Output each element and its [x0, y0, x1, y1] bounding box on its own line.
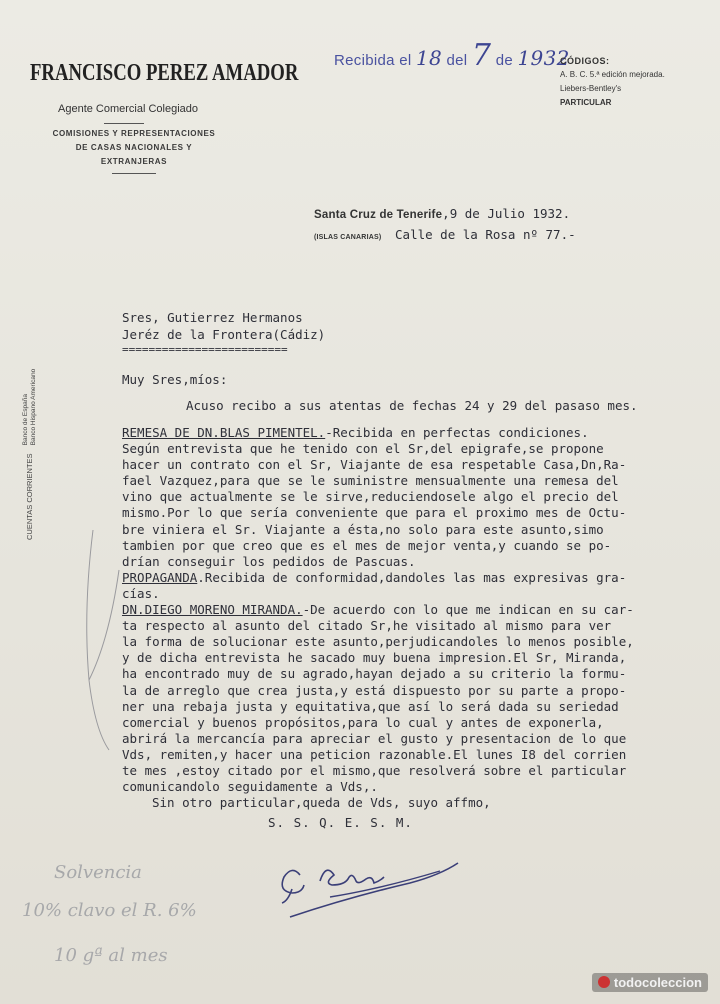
body-line: tambien por que creo que es el mes de mejor venta,y cuando se po-	[122, 537, 612, 553]
date-line	[314, 203, 570, 222]
margin-bank-1: Banco de España	[22, 394, 29, 446]
body-line: ner una rebaja justa y equitativa,que así lo será dada su seriedad	[122, 698, 619, 714]
body-line: ta respecto al asunto del citado Sr,he visitado al mismo para ver	[122, 618, 612, 634]
diego-first-line: -De acuerdo con lo que me indican en su car-	[302, 602, 634, 618]
codes-line-2: Liebers-Bentley's	[560, 84, 622, 93]
letterhead-services-3: EXTRANJERAS	[100, 157, 168, 166]
letterhead-services-2: DE CASAS NACIONALES Y	[75, 143, 193, 152]
pencil-margin-mark	[65, 520, 125, 760]
stamp-de: de	[495, 52, 514, 69]
city: Santa Cruz de Tenerife	[314, 209, 443, 221]
margin-label: CUENTAS CORRIENTES	[24, 453, 34, 540]
letter-date: ,9 de Julio 1932.	[442, 206, 571, 221]
pencil-note-1: Solvencia	[54, 862, 142, 883]
paragraph-heading-line	[122, 602, 712, 618]
codes-line-1: A. B. C. 5.ª edición mejorada.	[560, 70, 665, 79]
recipient-line-2: Jeréz de la Frontera(Cádiz)	[122, 327, 326, 342]
codes-line-3: PARTICULAR	[560, 98, 612, 107]
body-line: drían conseguir los pedidos de Pascuas.	[122, 553, 416, 569]
body-line: comercial y buenos propósitos,para lo cual y antes de exponerla,	[122, 714, 604, 730]
paragraph-heading-line	[122, 425, 712, 441]
body-line: abrirá la mercancía para apreciar el gusto y presentacion de lo que	[122, 730, 627, 746]
body-line: fael Vazquez,para que se le suministre mensualmente una remesa del	[122, 473, 619, 489]
closing-initials: S. S. Q. E. S. M.	[268, 815, 413, 830]
watermark-icon	[598, 976, 610, 988]
watermark-text: todocoleccion	[613, 975, 702, 990]
islas-canarias: (ISLAS CANARIAS)	[314, 234, 382, 241]
address-line	[314, 224, 576, 243]
heading-propaganda: PROPAGANDA	[122, 569, 198, 585]
body-line: Según entrevista que he tenido con el Sr,del epigrafe,se propone	[122, 441, 604, 457]
stamp-day: 18	[415, 46, 443, 70]
stamp-del: del	[446, 52, 468, 69]
body-line: ha encontrado muy de su agrado,hayan dejado a su criterio la formu-	[122, 666, 627, 682]
margin-bank-info	[22, 368, 37, 770]
letterhead-name: FRANCISCO PEREZ AMADOR	[30, 60, 299, 86]
received-stamp	[334, 38, 570, 73]
signature-image	[270, 845, 470, 930]
recipient-line-1: Sres, Gutierrez Hermanos	[122, 310, 303, 325]
body-line: cías.	[122, 585, 160, 601]
body-line: la forma de solucionar este asunto,perjudicandoles lo menos posible,	[122, 634, 634, 650]
letter-body	[122, 425, 712, 811]
intro-line: Acuso recibo a sus atentas de fechas 24 y 29 del pasaso mes.	[186, 398, 638, 413]
body-line: comunicandolo seguidamente a Vds,.	[122, 779, 378, 795]
stamp-month: 7	[471, 38, 492, 73]
paragraph-heading-line	[122, 570, 712, 586]
body-line: hacer un contrato con el Sr, Viajante de esa respetable Casa,Dn,Ra-	[122, 457, 627, 473]
closing-line: Sin otro particular,queda de Vds, suyo affmo,	[152, 795, 491, 811]
body-line: mismo.Por lo que sería conveniente que para el proximo mes de Octu-	[122, 505, 627, 521]
body-line: te mes ,estoy citado por el mismo,que resolverá sobre el particular	[122, 762, 627, 778]
propaganda-first-line: .Recibida de conformidad,dandoles las mas expresivas gra-	[197, 569, 627, 585]
stamp-year: 1932	[517, 46, 570, 70]
letterhead-services-1: COMISIONES Y REPRESENTACIONES	[52, 129, 216, 138]
codes-title: CÓDIGOS:	[560, 56, 610, 66]
remesa-first-line: -Recibida en perfectas condiciones.	[325, 425, 589, 440]
stamp-prefix: Recibida el	[334, 52, 412, 69]
pencil-note-3: 10 gª al mes	[54, 945, 168, 966]
body-line: vino que actualmente se le sirve,reduciendosele algo el precio del	[122, 489, 619, 505]
watermark-badge	[592, 973, 708, 992]
heading-diego: DN.DIEGO MORENO MIRANDA.	[122, 602, 303, 618]
letterhead-rule-bottom	[112, 173, 156, 174]
street-address: Calle de la Rosa nº 77.-	[395, 227, 576, 242]
letterhead-rule	[104, 123, 144, 124]
recipient-rule: =========================	[122, 343, 288, 356]
body-line: la de arreglo que crea justa,y está dispuesto por su parte a propo-	[122, 682, 627, 698]
body-line: bre viniera el Sr. Viajante a ésta,no solo para este asunto,simo	[122, 521, 604, 537]
letterhead-subtitle: Agente Comercial Colegiado	[58, 103, 199, 115]
body-line: Vds, remiten,y hacer una peticion razonable.El lunes I8 del corrien	[122, 746, 627, 762]
pencil-note-2: 10% clavo el R. 6%	[22, 900, 197, 921]
margin-bank-2: Banco Hispano Americano	[30, 368, 37, 446]
salutation: Muy Sres,míos:	[122, 372, 228, 387]
body-line: y de dicha entrevista he sacado muy buena impresion.El Sr, Miranda,	[122, 650, 627, 666]
heading-remesa: REMESA DE DN.BLAS PIMENTEL.	[122, 425, 326, 440]
